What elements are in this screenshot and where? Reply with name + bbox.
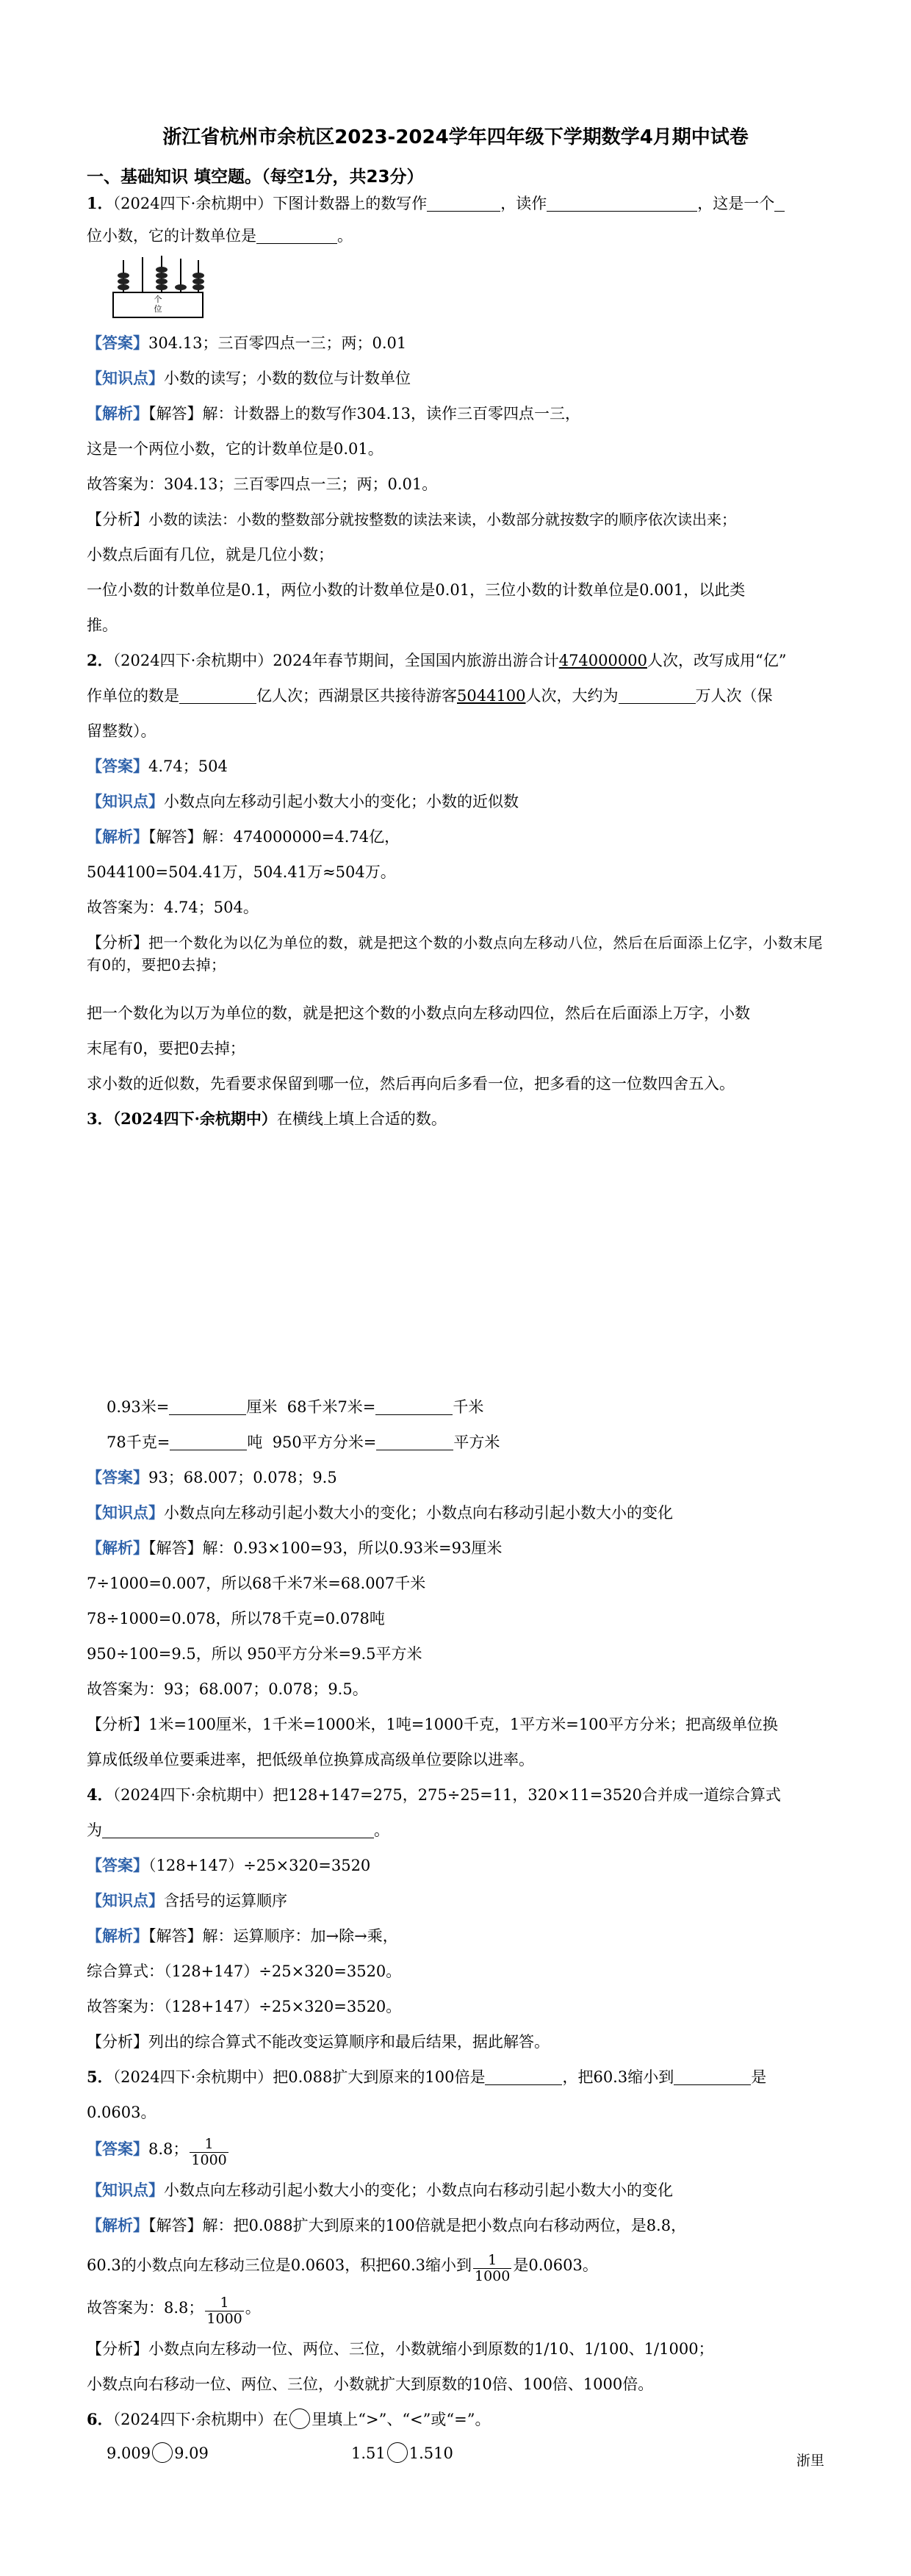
abacus-label-bottom: 位 — [154, 304, 162, 314]
q1-line2: 位小数，它的计数单位是 。 — [87, 227, 353, 245]
q5-line2: 0.0603。 — [87, 2104, 156, 2121]
q4-solution-3: 故答案为：（128+147）÷25×320=3520。 — [87, 1998, 402, 2015]
q1-explain-3: 一位小数的计数单位是0.1，两位小数的计数单位是0.01，三位小数的计数单位是0.001，以此类 — [87, 581, 746, 599]
q2-number: 2． — [87, 651, 113, 669]
q1-explain-2: 小数点后面有几位，就是几位小数； — [87, 546, 334, 564]
q1-answer: 【答案】304.13；三百零四点一三；两；0.01 — [87, 334, 407, 352]
q2-answer: 【答案】4.74；504 — [87, 757, 228, 775]
blank[interactable] — [376, 1433, 453, 1450]
q5-explain-1: 【分析】小数点向左移动一位、两位、三位，小数就缩小到原数的1/10、1/100、1/1000； — [87, 2340, 714, 2358]
q5-solution-3: 故答案为：8.8； $\frac{1}{1000}$ 。 — [87, 2295, 261, 2327]
q2-explain-3: 末尾有0，要把0去掉； — [87, 1040, 245, 1057]
q5-solution-2: 60.3的小数点向左移动三位是0.0603，积把60.3缩小到 $\frac{1}{1000}$ 是0.0603。 — [87, 2252, 598, 2284]
q3-explain-2: 算成低级单位要乘进率，把低级单位换算成高级单位要除以进率。 — [87, 1751, 534, 1769]
q1-solution-1: 【解析】【解答】解：计数器上的数写作304.13，读作三百零四点一三， — [87, 404, 580, 422]
q4-answer: 【答案】（128+147）÷25×320=3520 — [87, 1856, 371, 1874]
page-footer: 浙里 — [796, 2453, 824, 2469]
blank[interactable] — [619, 687, 696, 704]
q2-solution-3: 故答案为：4.74；504。 — [87, 899, 259, 916]
q2-explain-4: 求小数的近似数，先看要求保留到哪一位，然后再向后多看一位，把多看的这一位数四舍五入。 — [87, 1075, 735, 1093]
q1-line1: 1．（2024四下·余杭期中）下图计数器上的数写作 ，读作 ，这是一个 — [87, 193, 785, 215]
q5-solution-1: 【解析】【解答】解：把0.088扩大到原来的100倍就是把小数点向右移动两位，是8.8， — [87, 2216, 687, 2234]
q1-source: （2024四下·余杭期中） — [112, 195, 273, 212]
q2-explain-1: 【分析】把一个数化为以亿为单位的数，就是把这个数的小数点向左移动八位，然后在后面添上亿字，小数末尾有0的，要把0去掉； — [87, 934, 823, 974]
blank[interactable] — [774, 195, 785, 212]
q2-solution-1: 【解析】【解答】解：474000000=4.74亿， — [87, 827, 400, 846]
q2-knowledge: 【知识点】小数点向左移动引起小数大小的变化；小数的近似数 — [87, 792, 519, 810]
blank[interactable] — [179, 687, 256, 704]
q3-knowledge: 【知识点】小数点向左移动引起小数大小的变化；小数点向右移动引起小数大小的变化 — [87, 1503, 673, 1522]
q4-solution-2: 综合算式：（128+147）÷25×320=3520。 — [87, 1962, 402, 1980]
q3-answer: 【答案】93；68.007；0.078；9.5 — [87, 1468, 337, 1486]
q4-knowledge: 【知识点】含括号的运算顺序 — [87, 1891, 287, 1910]
q3-solution-2: 7÷1000=0.007，所以68千米7米=68.007千米 — [87, 1575, 426, 1592]
q5-knowledge: 【知识点】小数点向左移动引起小数大小的变化；小数点向右移动引起小数大小的变化 — [87, 2181, 673, 2199]
q1-number: 1． — [87, 194, 113, 212]
q2-line3: 留整数）。 — [87, 722, 156, 740]
compare-circle[interactable] — [152, 2442, 173, 2463]
blank[interactable] — [102, 1821, 374, 1838]
q3-fill-row2: 78千克= 吨 950平方分米= 平方米 — [107, 1433, 500, 1451]
q3-solution-1: 【解析】【解答】解：0.93×100=93，所以0.93米=93厘米 — [87, 1539, 503, 1557]
q2-solution-2: 5044100=504.41万，504.41万≈504万。 — [87, 863, 396, 881]
q3-fill-row1: 0.93米= 厘米 68千米7米= 千米 — [107, 1398, 484, 1416]
q4-solution-1: 【解析】【解答】解：运算顺序：加→除→乘， — [87, 1926, 398, 1945]
compare-circle[interactable] — [387, 2442, 408, 2463]
q5-explain-2: 小数点向右移动一位、两位、三位，小数就扩大到原数的10倍、100倍、1000倍。 — [87, 2375, 654, 2393]
q3-line1: 3．（2024四下·余杭期中）在横线上填上合适的数。 — [87, 1109, 447, 1128]
q4-line2: 为 。 — [87, 1821, 389, 1839]
blank[interactable] — [674, 2068, 751, 2085]
q3-solution-5: 故答案为：93；68.007；0.078；9.5。 — [87, 1680, 368, 1698]
blank[interactable] — [375, 1398, 453, 1415]
blank[interactable] — [485, 2068, 562, 2085]
fraction: $\frac{1}{1000}$ — [475, 2252, 511, 2284]
q4-line1: 4．（2024四下·余杭期中）把128+147=275，275÷25=11，320×11=3520合并成一道综合算式 — [87, 1785, 781, 1804]
q5-answer: 【答案】8.8； $\frac{1}{1000}$ — [87, 2136, 227, 2168]
q5-line1: 5．（2024四下·余杭期中）把0.088扩大到原来的100倍是 ，把60.3缩小到 是 — [87, 2068, 767, 2086]
abacus-label-top: 个 — [154, 295, 162, 304]
q1-solution-2: 这是一个两位小数，它的计数单位是0.01。 — [87, 440, 384, 458]
q1-explain-4: 推。 — [87, 616, 118, 634]
blank[interactable] — [427, 195, 500, 212]
q6-compare-1: 9.009 9.09 — [107, 2442, 209, 2464]
blank[interactable] — [170, 1433, 247, 1450]
q3-solution-3: 78÷1000=0.078，所以78千克=0.078吨 — [87, 1610, 385, 1627]
fraction: $\frac{1}{1000}$ — [206, 2295, 242, 2327]
q1-knowledge: 【知识点】小数的读写；小数的数位与计数单位 — [87, 369, 411, 387]
q1-solution-3: 故答案为：304.13；三百零四点一三；两；0.01。 — [87, 475, 438, 493]
q2-explain-2: 把一个数化为以万为单位的数，就是把这个数的小数点向左移动四位，然后在后面添上万字，小数 — [87, 1004, 750, 1022]
q3-solution-4: 950÷100=9.5，所以 950平方分米=9.5平方米 — [87, 1645, 422, 1663]
abacus-image — [110, 253, 206, 320]
blank[interactable] — [256, 227, 337, 244]
page-title: 浙江省杭州市余杭区2023-2024学年四年级下学期数学4月期中试卷 — [162, 126, 749, 148]
compare-circle-icon — [289, 2408, 310, 2429]
q6-compare-2: 1.51 1.510 — [351, 2442, 453, 2464]
blank[interactable] — [547, 195, 697, 212]
q6-line1: 6．（2024四下·余杭期中）在 里填上“>”、“<”或“=”。 — [87, 2410, 491, 2428]
q2-line2: 作单位的数是 亿人次；西湖景区共接待游客5044100人次，大约为 万人次（保 — [87, 687, 773, 705]
q2-line1: 2．（2024四下·余杭期中）2024年春节期间，全国国内旅游出游合计474000000人次，改写成用“亿” — [87, 651, 787, 669]
section-heading: 一、基础知识 填空题。（每空1分，共23分） — [87, 168, 424, 187]
blank[interactable] — [169, 1398, 246, 1415]
fraction: $\frac{1}{1000}$ — [191, 2136, 227, 2168]
q3-explain-1: 【分析】1米=100厘米，1千米=1000米，1吨=1000千克，1平方米=100平方分米；把高级单位换 — [87, 1716, 778, 1733]
q1-explain-1: 【分析】小数的读法：小数的整数部分就按整数的读法来读，小数部分就按数字的顺序依次读出来； — [87, 511, 736, 528]
q4-explain-1: 【分析】列出的综合算式不能改变运算顺序和最后结果，据此解答。 — [87, 2033, 550, 2051]
